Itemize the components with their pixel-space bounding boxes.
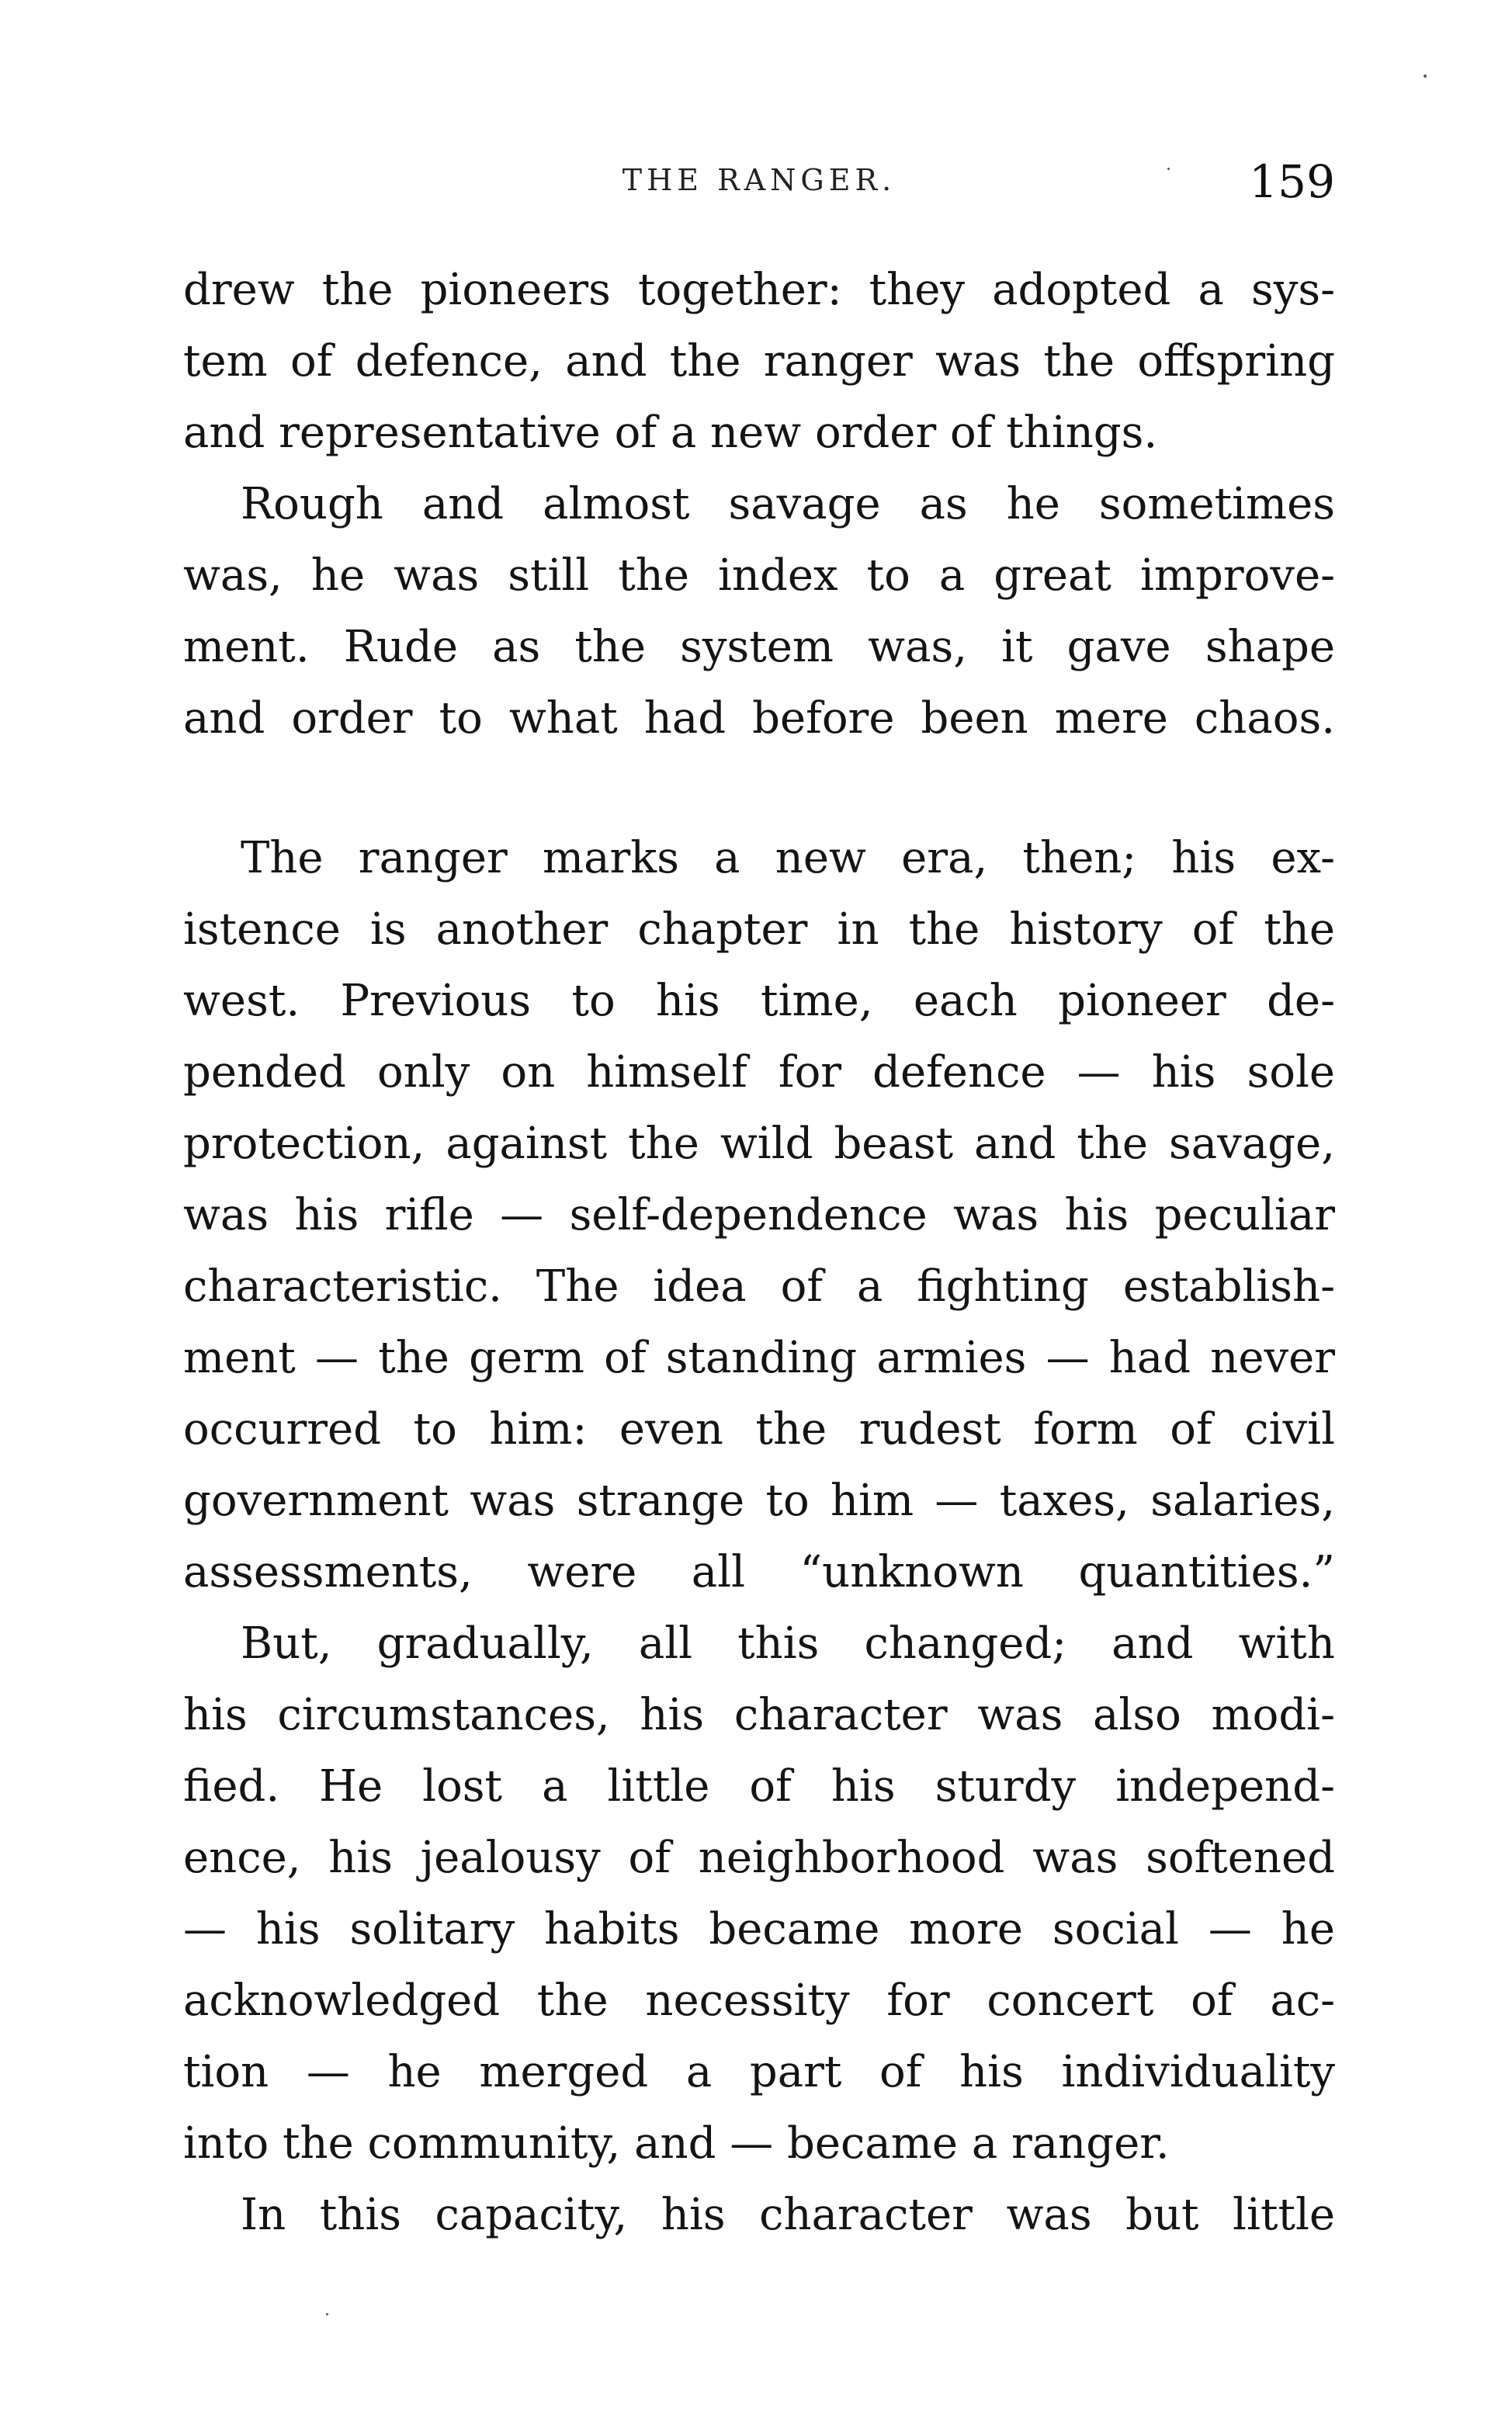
text-line: his circumstances, his character was also modi- <box>183 1690 1335 1740</box>
text-line: But, gradually, all this changed; and with <box>241 1618 1335 1669</box>
text-line: ment — the germ of standing armies — had never <box>183 1333 1335 1383</box>
text-line: acknowledged the necessity for concert of ac- <box>183 1975 1335 2026</box>
running-head <box>183 155 1335 225</box>
text-line: Rough and almost savage as he sometimes <box>241 479 1335 529</box>
text-line: assessments, were all “unknown quantities.” <box>183 1547 1335 1597</box>
text-line: west. Previous to his time, each pioneer de- <box>183 976 1335 1026</box>
text-line: and representative of a new order of things. <box>183 408 1158 458</box>
paper-speck <box>326 2313 328 2315</box>
text-line: into the community, and — became a ranger. <box>183 2118 1170 2169</box>
text-line: pended only on himself for defence — his sole <box>183 1047 1335 1098</box>
text-line: ence, his jealousy of neighborhood was softened <box>183 1833 1335 1883</box>
text-line: In this capacity, his character was but little <box>241 2190 1335 2240</box>
running-title: THE RANGER. <box>622 163 896 197</box>
text-line: government was strange to him — taxes, salaries, <box>183 1476 1335 1526</box>
text-line: protection, against the wild beast and the savage, <box>183 1119 1335 1169</box>
paragraph <box>183 823 1335 1608</box>
text-line: The ranger marks a new era, then; his ex- <box>241 833 1335 883</box>
text-line: drew the pioneers together: they adopted a sys- <box>183 265 1335 315</box>
paragraph <box>183 469 1335 754</box>
text-line: and order to what had before been mere chaos. <box>183 693 1335 744</box>
paragraph <box>183 2180 1335 2251</box>
text-line: fied. He lost a little of his sturdy independ- <box>183 1761 1335 1812</box>
text-line: characteristic. The idea of a fighting establish- <box>183 1261 1335 1312</box>
text-line: tion — he merged a part of his individuality <box>183 2047 1335 2097</box>
paragraph <box>183 255 1335 469</box>
text-line: istence is another chapter in the history of the <box>183 904 1335 955</box>
paper-speck <box>1167 168 1170 170</box>
paper-speck <box>1424 75 1427 78</box>
page-number: 159 <box>1249 155 1335 208</box>
paragraph <box>183 1608 1335 2180</box>
text-line: occurred to him: even the rudest form of civil <box>183 1404 1335 1455</box>
text-line: tem of defence, and the ranger was the offspring <box>183 336 1335 387</box>
text-line: was his rifle — self-dependence was his peculiar <box>183 1190 1335 1240</box>
section-break <box>183 754 1335 823</box>
text-line: ment. Rude as the system was, it gave shape <box>183 622 1335 672</box>
text-line: was, he was still the index to a great improve- <box>183 550 1335 601</box>
text-line: — his solitary habits became more social — he <box>183 1904 1335 1954</box>
body-text <box>183 255 1335 2251</box>
